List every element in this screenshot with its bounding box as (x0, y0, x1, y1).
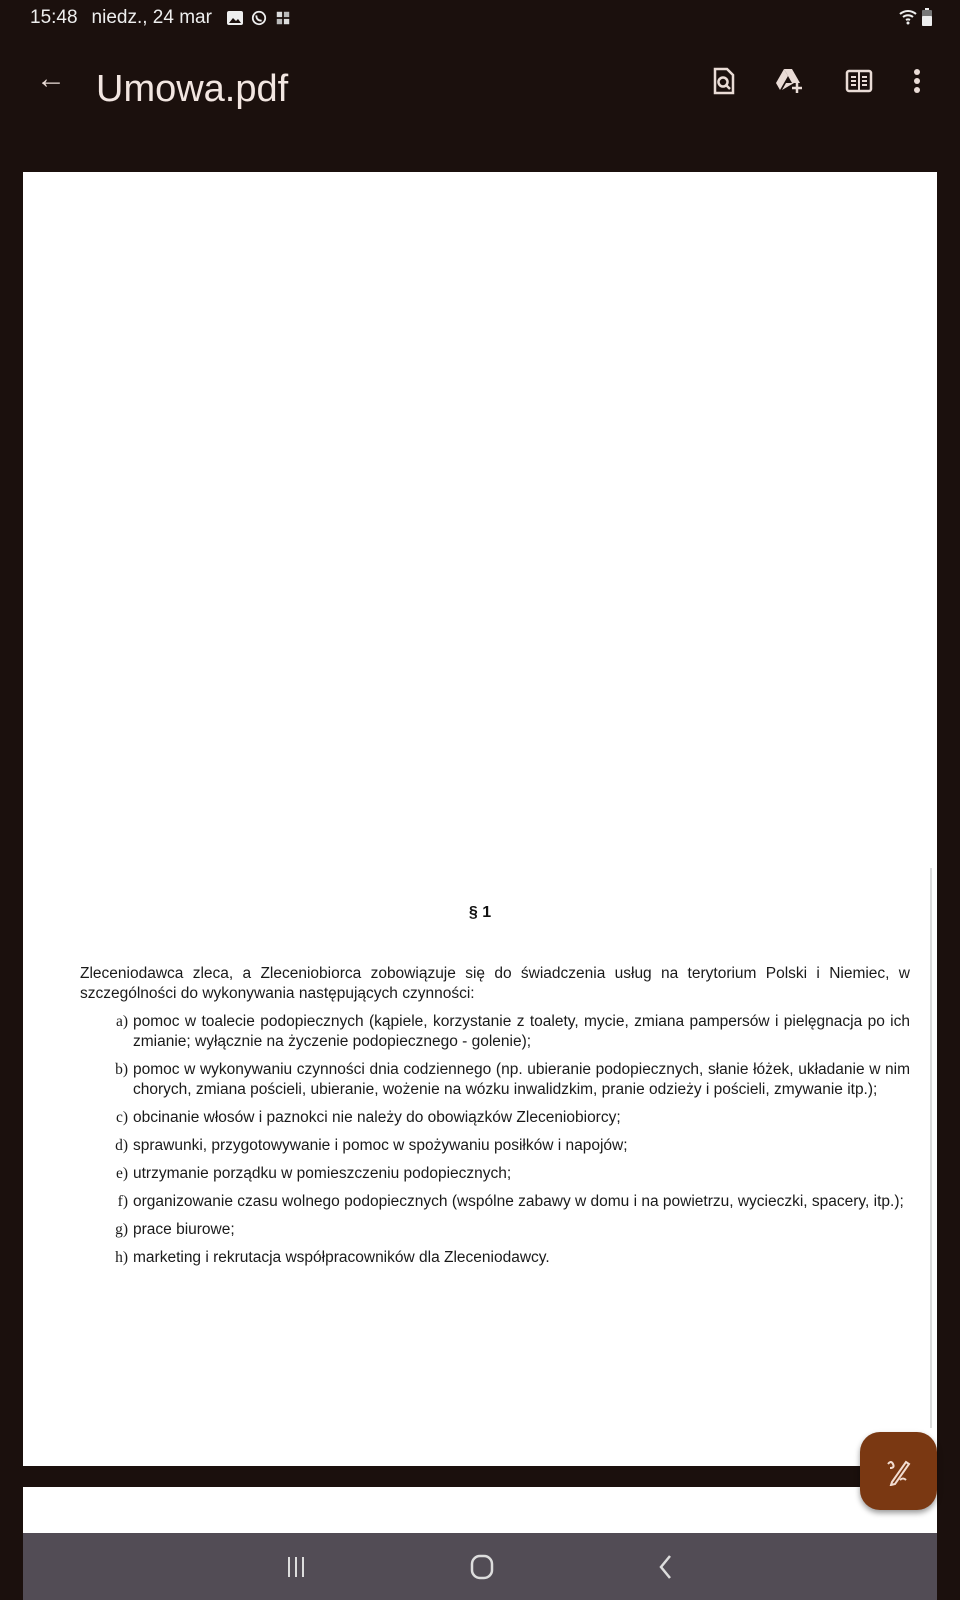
back-arrow-icon[interactable]: ← (36, 62, 66, 95)
battery-icon (922, 8, 932, 26)
document-title: Umowa.pdf (96, 68, 289, 110)
recent-apps-icon[interactable] (284, 1555, 308, 1579)
list-item (80, 1220, 910, 1240)
section-heading: § 1 (468, 904, 492, 921)
list-item-label: b) (115, 1061, 128, 1078)
list-item-text: pomoc w toalecie podopiecznych (kąpiele, korzystanie z toalety, mycie, zmiana pampersów i pielęgnacja po ich zmianie; wyłącznie na życzenie podopiecznego - golenie); (133, 1013, 910, 1050)
list-item-label: d) (115, 1137, 128, 1154)
list-item (80, 1012, 910, 1052)
list-item-label: c) (115, 1109, 128, 1126)
list-item-label: a) (115, 1013, 128, 1030)
wifi-icon (898, 8, 918, 26)
list-item-text: utrzymanie porządku w pomieszczeniu podopiecznych; (133, 1165, 512, 1182)
scrollbar[interactable] (930, 868, 932, 1428)
list-item (80, 1192, 910, 1212)
list-item-label: g) (115, 1221, 128, 1238)
annotate-button[interactable] (860, 1432, 937, 1510)
list-item-text: obcinanie włosów i paznokci nie należy do obowiązków Zleceniobiorcy; (133, 1109, 621, 1126)
intro-paragraph: Zleceniodawca zleca, a Zleceniobiorca zobowiązuje się do świadczenia usług na terytorium Polski i Niemiec, w szczególności do wykonywania następujących czynności: (80, 965, 910, 1002)
list-item-text: prace biurowe; (133, 1221, 235, 1238)
app-notification-icon (274, 10, 292, 26)
list-item-label: h) (115, 1249, 128, 1266)
reading-mode-icon[interactable] (842, 64, 876, 98)
gallery-notification-icon (226, 10, 244, 26)
list-item-text: marketing i rekrutacja współpracowników dla Zleceniodawcy. (133, 1249, 550, 1266)
home-icon[interactable] (469, 1554, 495, 1580)
list-item-text: pomoc w wykonywaniu czynności dnia codziennego (np. ubieranie podopiecznych, słanie łóżek, układanie w nim chorych, zmiana pościeli, ubieranie, wożenie na wózku inwalidzkim, pranie odzieży i pościeli, zmywanie itp.); (133, 1061, 910, 1098)
back-icon[interactable] (656, 1554, 676, 1580)
whatsapp-notification-icon (250, 10, 268, 26)
status-time: 15:48 (30, 7, 78, 28)
list-item (80, 1108, 910, 1128)
status-bar (0, 0, 960, 36)
list-item-text: sprawunki, przygotowywanie i pomoc w spożywaniu posiłków i napojów; (133, 1137, 628, 1154)
list-item (80, 1164, 910, 1184)
pdf-page (23, 172, 937, 1466)
pen-icon (884, 1456, 914, 1486)
status-date: niedz., 24 mar (91, 7, 212, 28)
document-body (80, 964, 910, 1276)
app-bar (0, 50, 960, 130)
list-item-text: organizowanie czasu wolnego podopiecznych (wspólne zabawy w domu i na powietrzu, wycieczki, spacery, itp.); (133, 1193, 904, 1210)
list-item (80, 1060, 910, 1100)
more-options-icon[interactable] (900, 64, 934, 98)
list-item (80, 1248, 910, 1268)
save-to-drive-icon[interactable] (773, 64, 807, 98)
navigation-bar (23, 1533, 937, 1600)
list-item-label: e) (115, 1165, 128, 1182)
find-in-document-icon[interactable] (707, 64, 741, 98)
list-item (80, 1136, 910, 1156)
list-item-label: f) (117, 1193, 128, 1210)
